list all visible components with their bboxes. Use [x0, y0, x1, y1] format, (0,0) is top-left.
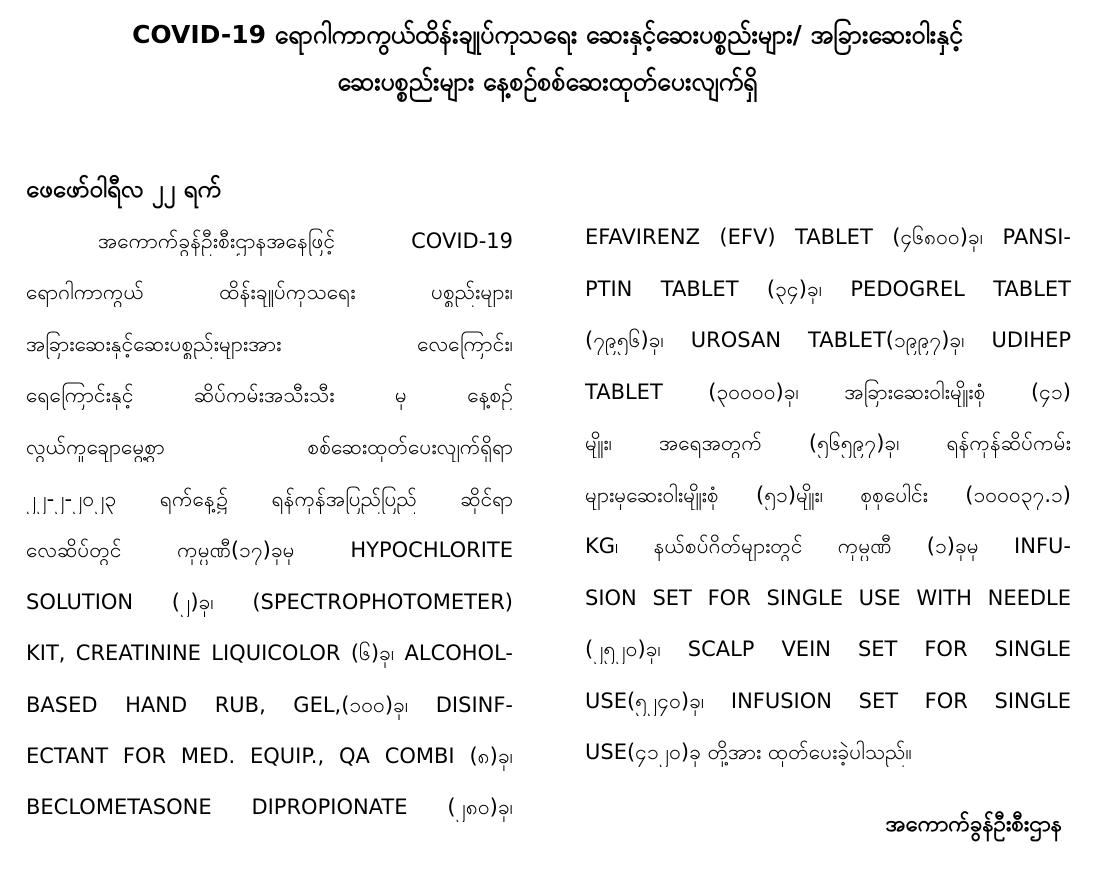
text-line: လွယ်ကူချောမွေ့စွာ စစ်ဆေးထုတ်ပေးလျက်ရှိရာ: [26, 435, 513, 459]
title-line-2: ဆေးပစ္စည်းများ နေ့စဉ်စစ်ဆေးထုတ်ပေးလျက်ရှိ: [337, 67, 758, 96]
text-line: KG၊ နယ်စပ်ဂိတ်များတွင် ကုမ္ပဏီ (၁)ခုမှ INFU-: [585, 534, 1071, 558]
text-line: USE(၄၁၂၀)ခု တို့အား ထုတ်ပေးခဲ့ပါသည်။: [585, 740, 912, 764]
date-heading: ဖေဖော်ဝါရီလ ၂၂ ရက်: [26, 175, 221, 203]
text-line: PTIN TABLET (၃၄)ခု၊ PEDOGREL TABLET: [585, 277, 1071, 301]
text-line: ECTANT FOR MED. EQUIP., QA COMBI (၈)ခု၊: [26, 744, 513, 768]
text-line: (၂၅၂၀)ခု၊ SCALP VEIN SET FOR SINGLE: [585, 637, 1071, 661]
text-line: SION SET FOR SINGLE USE WITH NEEDLE: [585, 586, 1071, 610]
text-line: လေဆိပ်တွင် ကုမ္ပဏီ(၁၇)ခုမှ HYPOCHLORITE: [26, 538, 513, 562]
text-line: BASED HAND RUB, GEL,(၁၀၀)ခု၊ DISINF-: [26, 693, 513, 717]
text-line: ရောဂါကာကွယ် ထိန်းချုပ်ကုသရေး ပစ္စည်းများ၊: [26, 280, 513, 304]
text-line: ၂၂-၂-၂၀၂၃ ရက်နေ့၌ ရန်ကုန်အပြည်ပြည် ဆိုင်ရာ: [26, 487, 513, 511]
signature-department: အကောက်ခွန်ဦးစီးဌာန: [885, 812, 1062, 837]
text-line: များမှဆေးဝါးမျိုးစုံ (၅၁)မျိုး၊ စုစုပေါင်း (၁၀၀၀၃၇.၁): [585, 483, 1071, 507]
text-line: မျိုး၊ အရေအတွက် (၅၆၅၉၇)ခု၊ ရန်ကုန်ဆိပ်ကမ်း: [585, 431, 1071, 455]
text-line: အခြားဆေးနှင့်ဆေးပစ္စည်းများအား လေကြောင်း၊: [26, 332, 513, 356]
text-line: အကောက်ခွန်ဦးစီးဌာနအနေဖြင့် COVID-19: [98, 229, 513, 253]
text-line: ရေကြောင်းနှင့် ဆိပ်ကမ်းအသီးသီး မှ နေ့စဉ်: [26, 383, 513, 407]
text-line: USE(၅၂၄၀)ခု၊ INFUSION SET FOR SINGLE: [585, 689, 1071, 713]
text-line: TABLET (၃၀၀၀၀)ခု၊ အခြားဆေးဝါးမျိုးစုံ (၄၁): [585, 380, 1071, 404]
text-line: SOLUTION (၂)ခု၊ (SPECTROPHOTOMETER): [26, 590, 513, 614]
text-line: (၇၉၅၆)ခု၊ UROSAN TABLET(၁၉၉၇)ခု၊ UDIHEP: [585, 328, 1071, 352]
text-line: EFAVIRENZ (EFV) TABLET (၄၆၈၀၀)ခု၊ PANSI-: [585, 225, 1071, 249]
text-line: BECLOMETASONE DIPROPIONATE (၂၈၀)ခု၊: [26, 795, 513, 819]
text-line: KIT, CREATININE LIQUICOLOR (၆)ခု၊ ALCOHOL-: [26, 641, 513, 665]
title-line-1: COVID-19 ရောဂါကာကွယ်ထိန်းချုပ်ကုသရေး ဆေးနှင့်ဆေးပစ္စည်းများ/ အခြားဆေးဝါးနှင့်: [132, 20, 963, 49]
